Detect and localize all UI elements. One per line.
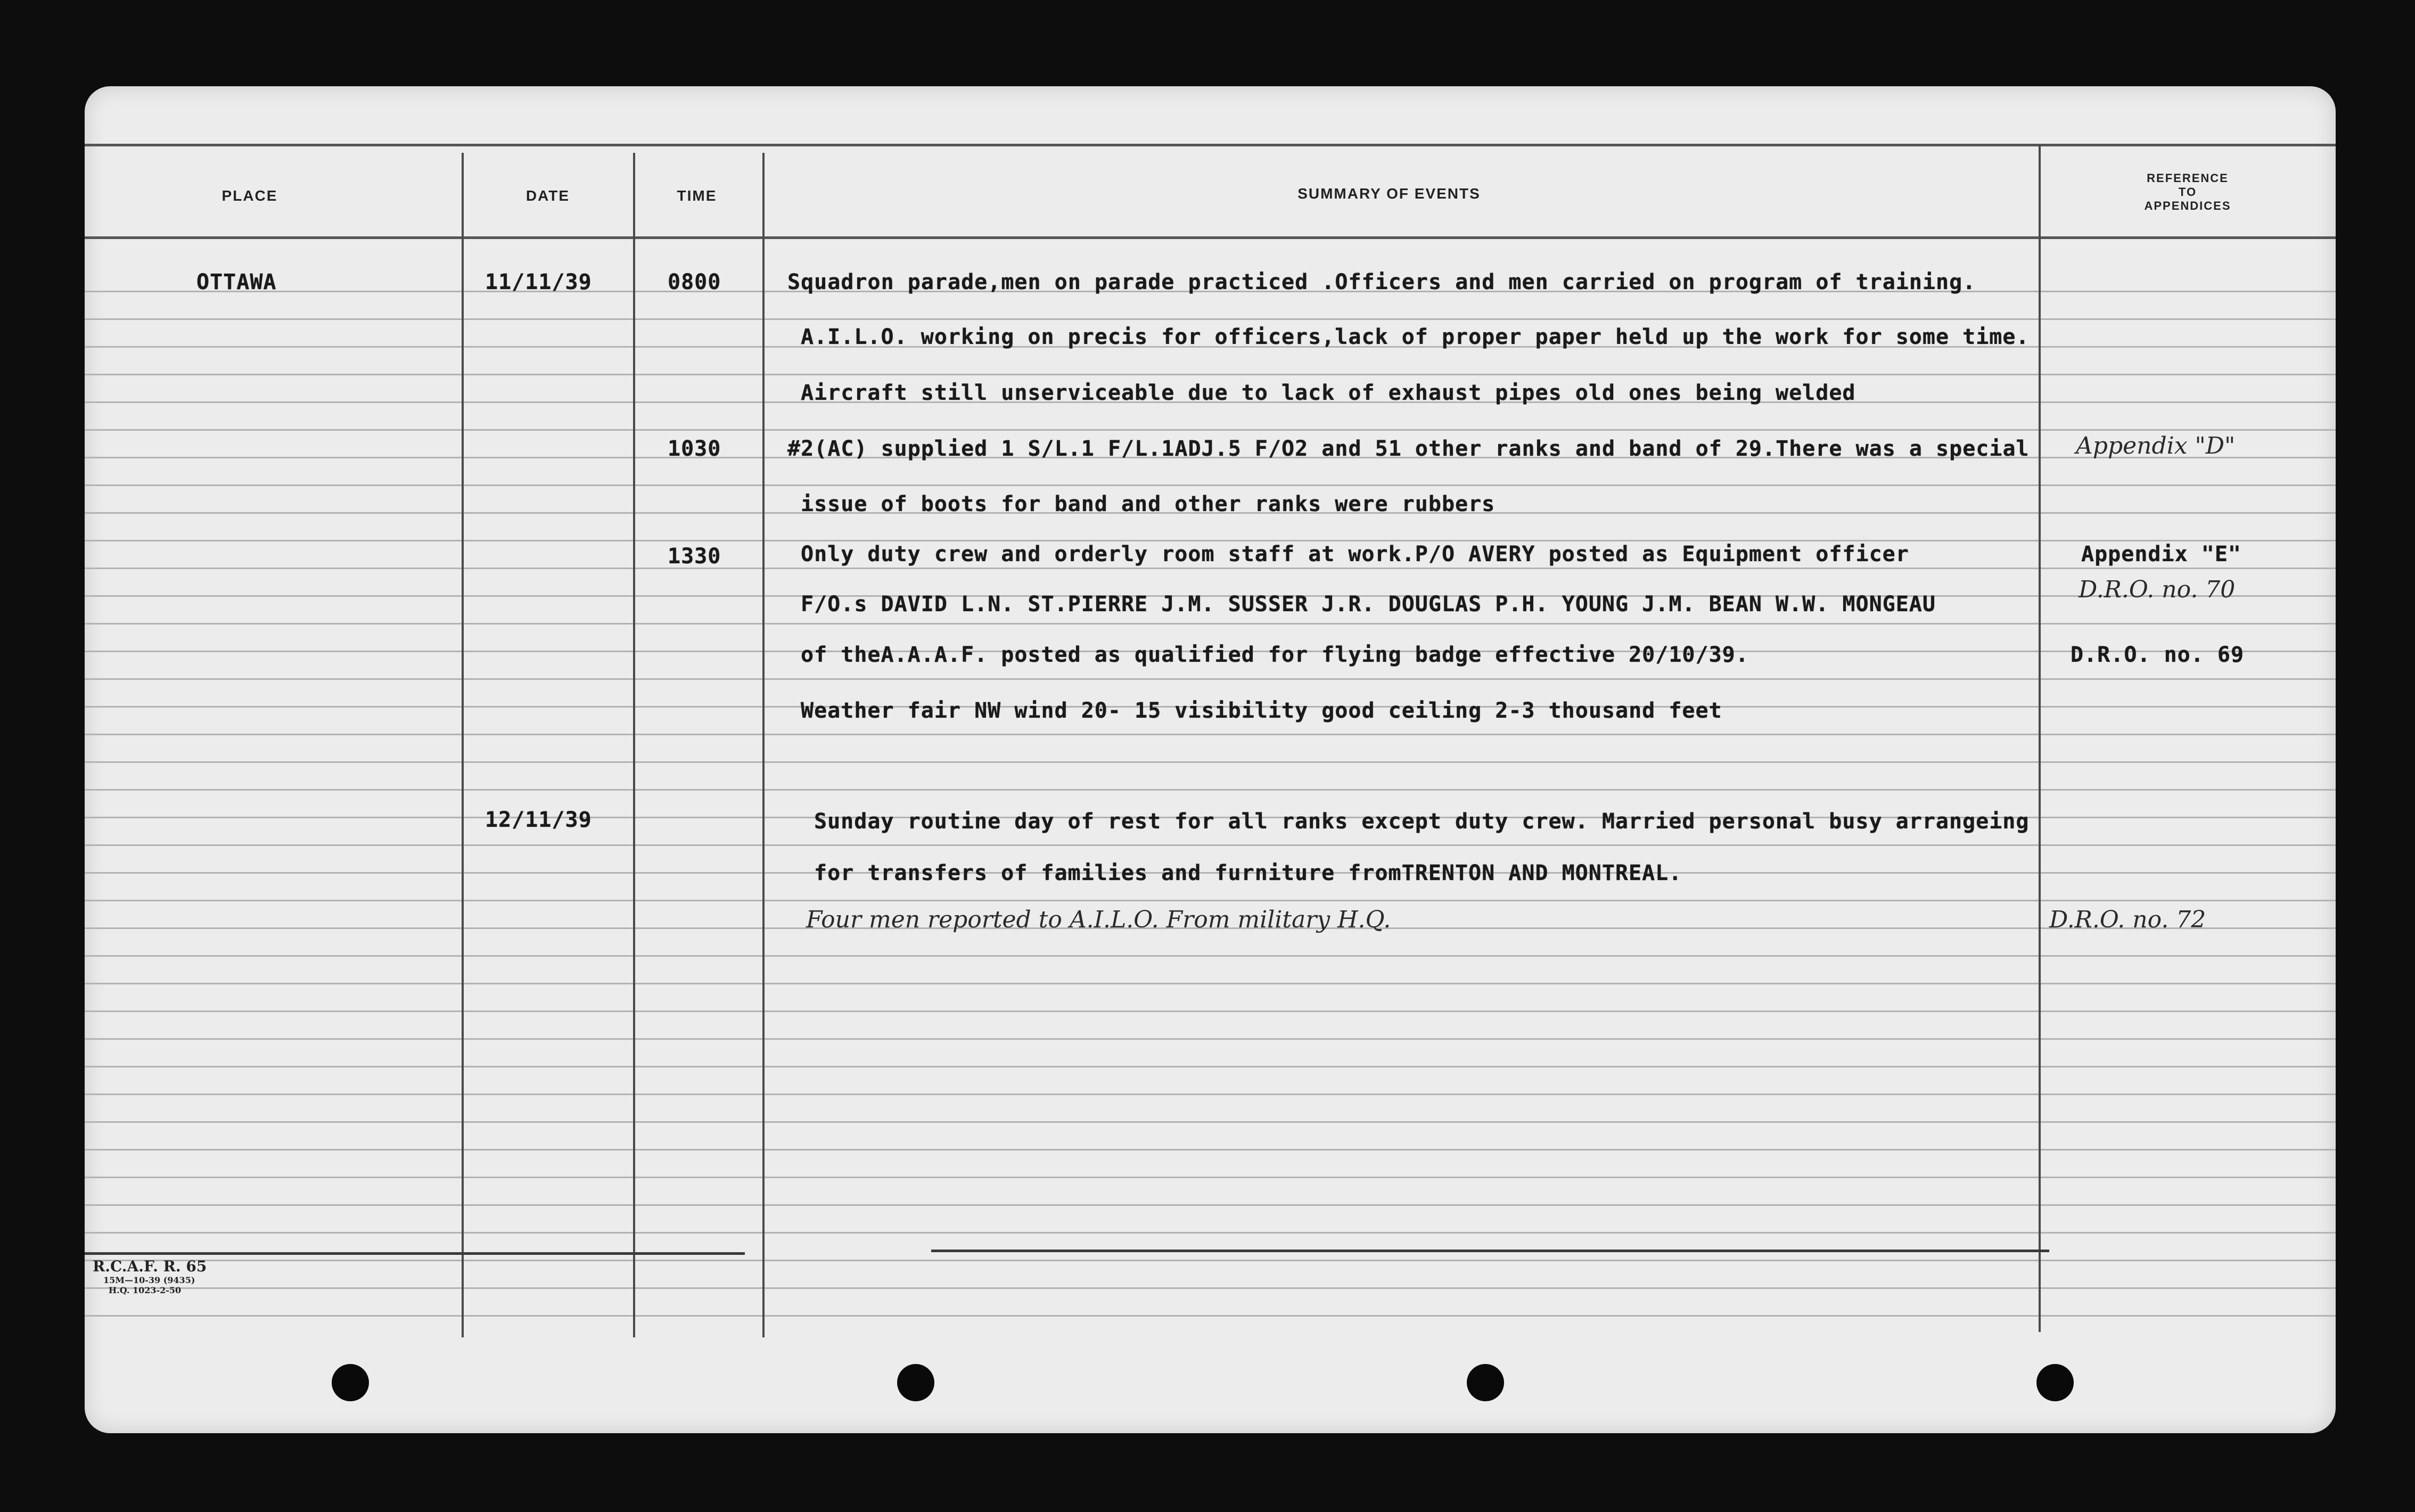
form-number-line-2: 15M—10-39 (9435) [103, 1275, 195, 1285]
bottom-rule-left [85, 1252, 745, 1255]
form-number-line-1: R.C.A.F. R. 65 [93, 1258, 207, 1275]
header-time: TIME [677, 187, 717, 204]
divider-place-date [462, 153, 464, 1337]
header-reference [2055, 171, 2321, 213]
entry-time: 1330 [668, 544, 721, 569]
entry-reference-handwritten: Appendix "D" [2076, 432, 2236, 459]
binder-hole [332, 1364, 369, 1401]
divider-date-time [633, 153, 635, 1337]
binder-hole [2036, 1364, 2074, 1401]
entry-summary-handwritten: Four men reported to A.I.L.O. From military H.Q. [806, 906, 1391, 933]
entry-summary-line: F/O.s DAVID L.N. ST.PIERRE J.M. SUSSER J.R. DOUGLAS P.H. YOUNG J.M. BEAN W.W. MONGEAU [801, 592, 1936, 617]
header-date: DATE [525, 187, 570, 204]
entry-summary-line: Squadron parade,men on parade practiced .Officers and men carried on program of training. [787, 270, 1976, 294]
header-reference-line-1: REFERENCE [2147, 171, 2229, 185]
entry-summary-line: Sunday routine day of rest for all ranks except duty crew. Married personal busy arrangeing [814, 809, 2030, 834]
divider-summary-ref [2039, 145, 2041, 1332]
entry-summary-line: Weather fair NW wind 20- 15 visibility good ceiling 2-3 thousand feet [801, 699, 1722, 723]
entry-summary-line: Aircraft still unserviceable due to lack of exhaust pipes old ones being welded [801, 381, 1856, 405]
entry-time: 1030 [668, 437, 721, 461]
entry-reference: D.R.O. no. 69 [2071, 643, 2245, 667]
bottom-rule-right [931, 1250, 2049, 1252]
entry-summary-line: issue of boots for band and other ranks were rubbers [801, 492, 1496, 516]
entry-summary-line: A.I.L.O. working on precis for officers,lack of proper paper held up the work for some time. [801, 325, 2030, 349]
diary-card [85, 86, 2336, 1433]
entry-summary-line: Only duty crew and orderly room staff at work.P/O AVERY posted as Equipment officer [801, 542, 1909, 566]
entry-summary-line: of theA.A.A.F. posted as qualified for flying badge effective 20/10/39. [801, 643, 1749, 667]
header-place: PLACE [221, 187, 278, 204]
entry-date: 11/11/39 [485, 270, 592, 294]
binder-hole [897, 1364, 934, 1401]
entry-date: 12/11/39 [485, 808, 592, 832]
binder-hole [1467, 1364, 1504, 1401]
entry-summary-line: for transfers of families and furniture fromTRENTON AND MONTREAL. [814, 861, 1682, 885]
header-summary: SUMMARY OF EVENTS [1297, 185, 1481, 202]
entry-time: 0800 [668, 270, 721, 294]
header-reference-line-2: TO [2178, 185, 2197, 199]
header-reference-line-3: APPENDICES [2144, 199, 2231, 212]
entry-summary-line: #2(AC) supplied 1 S/L.1 F/L.1ADJ.5 F/O2 and 51 other ranks and band of 29.There was a special [787, 437, 2030, 461]
form-number-line-3: H.Q. 1023-2-50 [109, 1285, 182, 1295]
form-number [93, 1258, 207, 1295]
entry-place: OTTAWA [196, 270, 277, 294]
entry-reference: Appendix "E" [2081, 542, 2241, 566]
entry-reference-handwritten: D.R.O. no. 72 [2049, 906, 2206, 933]
divider-time-summary [762, 153, 765, 1337]
entry-reference-handwritten: D.R.O. no. 70 [2079, 576, 2236, 603]
